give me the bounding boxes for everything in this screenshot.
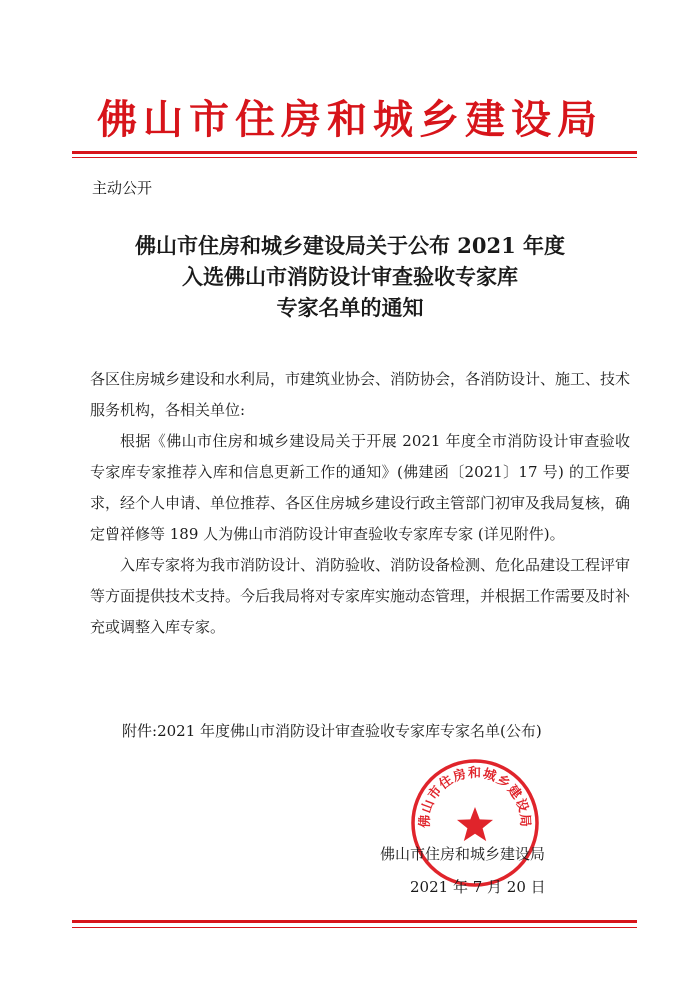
signature-date: 2021 年 7 月 20 日	[410, 878, 546, 896]
document-title	[0, 230, 700, 323]
masthead-title: 佛山市住房和城乡建设局	[97, 97, 603, 143]
attachment-label: 附件:	[122, 722, 158, 740]
attachment-link[interactable]: 2021 年度佛山市消防设计审查验收专家库专家名单(公布)	[157, 722, 542, 740]
footer-rule-thick	[72, 920, 637, 923]
masthead-rule-thick	[72, 151, 637, 154]
official-seal-icon	[409, 757, 541, 889]
body-paragraph: 根据《佛山市住房和城乡建设局关于开展 2021 年度全市消防设计审查验收专家库专家推荐入库和信息更新工作的通知》(佛建函〔2021〕17 号) 的工作要求，经个人申请、单位推荐、各区住房城乡建设行政主管部门初审及我局复核，确定曾祥修等 189 人为佛山市消防设计审查验收专家库专家 (详见附件)。	[90, 432, 631, 543]
title-line: 佛山市住房和城乡建设局关于公布 2021 年度	[134, 233, 566, 258]
disclosure-label: 主动公开	[92, 179, 153, 197]
masthead-rule-thin	[72, 157, 637, 158]
attachment	[90, 716, 630, 747]
title-line: 入选佛山市消防设计审查验收专家库	[182, 264, 518, 289]
title-line: 专家名单的通知	[276, 295, 424, 320]
addressee: 各区住房城乡建设和水利局，市建筑业协会、消防协会，各消防设计、施工、技术服务机构，各相关单位:	[90, 370, 631, 419]
body-paragraph: 入库专家将为我市消防设计、消防验收、消防设备检测、危化品建设工程评审等方面提供技术支持。今后我局将对专家库实施动态管理，并根据工作需要及时补充或调整入库专家。	[90, 556, 631, 636]
document-body	[90, 364, 630, 643]
footer-rule-thin	[72, 927, 637, 928]
signature-organization: 佛山市住房和城乡建设局	[380, 845, 546, 863]
seal-text: 佛山市住房和城乡建设局	[417, 766, 533, 829]
